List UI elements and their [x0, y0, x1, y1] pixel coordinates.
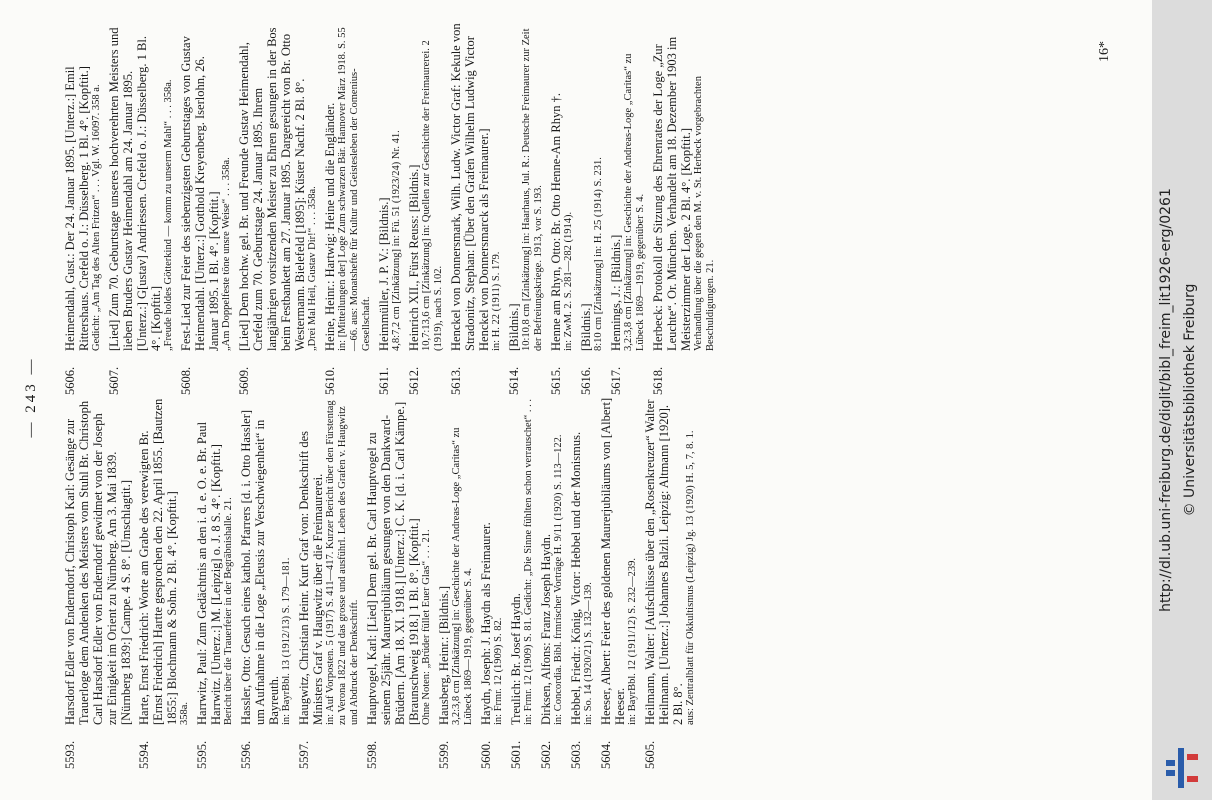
entry-text: Harsdorf Edler von Enderndorf, Christoph Karl: Gesänge zur Trauerloge dem Andenken des Meisters vom Stuhl Br. Christoph Carl Harsdorf Edler von Enderndorf gewidmet von der Joseph zur Einigkeit im Orient zu Nürnberg. Am 3. Mai 1839. [Nürnberg 1839:] Campe. 4 S. 8°. [Umschlagtit.] — [63, 400, 133, 725]
entry-body — [323, 23, 373, 351]
entry-body — [609, 23, 647, 351]
entry-note: 10,7:13,6 cm [Zinkätzung] in: Quellen zur Geschichte der Freimaurerei. 2 (1919), nach S. 102. — [421, 40, 444, 351]
bibliography-entry — [323, 23, 373, 395]
entry-text: [Lied] Zum 70. Geburtstage unseres hochverehrten Meisters und lieben Bruders Gustav Heimendahl am 24. Januar 1895. [Unterz.:] G[ustav] Andriessen. Crefeld o. J.: Düsselberg. 1 Bl. 4°. [Kopftit.] — [107, 27, 163, 351]
entry-number: 5608. — [179, 366, 193, 395]
entry-number: 5615. — [549, 366, 563, 395]
entry-text: Treulich: Br. Josef Haydn. — [509, 593, 523, 725]
bibliography-entry — [377, 23, 403, 395]
entry-note: Gedicht: „Am Tag des Alten Fritzen“ . . . Vgl. W. 16097. 358 a. — [91, 84, 102, 351]
entry-note: in: BayrBbl. 12 (1911/12) S. 232—239. — [627, 557, 638, 725]
library-logo-icon — [1160, 746, 1204, 790]
left-column — [63, 397, 701, 769]
entry-number: 5599. — [437, 740, 451, 769]
entry-text: Heimendahl, Gust.: Der 24. Januar 1895. [Unterz.:] Emil Rittershaus. Crefeld o. J.: Düsselberg. 1 Bl. 4°. [Kopftit.] — [63, 66, 91, 351]
bibliography-entry — [579, 23, 605, 395]
entry-body — [239, 397, 293, 725]
entry-body — [479, 397, 505, 725]
bibliography-entry — [297, 397, 361, 769]
entry-number: 5612. — [407, 366, 421, 395]
entry-text: Heinrich XII., Fürst Reuss: [Bildnis.] — [407, 164, 421, 351]
entry-body — [549, 23, 575, 351]
entry-body — [449, 23, 503, 351]
entry-note: Ohne Noten: „Brüder füllet Euer Glas“ . . . 21. — [421, 529, 432, 725]
entry-note: in: ZwM. 2. S. 281—282 (1914). — [563, 211, 574, 351]
entry-text: Harte, Ernst Friedrich: Worte am Grabe des verewigten Br. [Ernst Friedrich] Hartte gesprochen den 22. April 1855. [Bautzen 1855:] Blochmann & Sohn. 2 Bl. 4°. [Kopftit.] — [137, 398, 179, 725]
entry-text: Heine, Heinr.: Hartwig: Heine und die Engländer. — [323, 102, 337, 351]
bibliography-entry — [137, 397, 191, 769]
bibliography-entry — [63, 23, 103, 395]
bibliography-entry — [569, 397, 595, 769]
entry-number: 5600. — [479, 740, 493, 769]
entry-text: [Bildnis.] — [507, 303, 521, 351]
entry-number: 5597. — [297, 740, 311, 769]
entry-text: Henne am Rhyn, Otto: Br. Otto Henne-Am Rhyn †. — [549, 93, 563, 351]
bibliography-entry — [507, 23, 545, 395]
entry-number: 5616. — [579, 366, 593, 395]
entry-text: [Lied] Dem hochw. gel. Br. und Freunde Gustav Heimendahl, Crefeld zum 70. Geburtstage 24. Januar 1895. Ihrem langjährigen vorsitzenden Meister zu Ehren gesungen in der Bos beim Festbankett am 27. Januar 1895. Dargereicht von Br. Otto Westermann. Bielefeld [1895]: Küster Nachf. 2 Bl. 8°. — [237, 27, 307, 351]
entry-body — [137, 397, 191, 725]
entry-text: Haydn, Joseph: J. Haydn als Freimaurer. — [479, 522, 493, 725]
entry-note: 3,2:3,8 cm [Zinkätzung] in: Geschichte der Andreas-Loge „Caritas“ zu Lübeck 1869—1919, gegenüber S. 4. — [623, 53, 646, 351]
entry-body — [237, 23, 319, 351]
entry-number: 5603. — [569, 740, 583, 769]
entry-text: Herbeck: Protokoll der Sitzung des Ehrenrates der Loge „Zur Leuchte“. Or. München. Verhandelt am 18. Dezember 1903 im Meisterzimmer der Loge. 2 Bl. 4°. [Kopftit.] — [651, 36, 693, 351]
entry-note: in: [Mitteilungen der] Loge Zum schwarzen Bär. Hannover März 1918. S. 55—66. aus: Monatshefte für Kultur und Geistesleben der Comenius-Gesellschaft. — [337, 27, 372, 351]
entry-text: Heilmann, Walter: [Aufschlüsse über den „Rosenkreuzer“ Walter Heilmann. [Unterz.:] Johannes Balzli. Leipzig: Altmann [1920]. 2 Bl. 8°. — [643, 399, 685, 725]
entry-note: Verhandlung über die gegen den M. v. St. Herbeck vorgebrachten Beschuldigungen. 21. — [693, 76, 716, 351]
entry-number: 5617. — [609, 366, 623, 395]
bibliography-entry — [365, 397, 433, 769]
entry-text: Fest-Lied zur Feier des siebenzigsten Geburtstages von Gustav Heimendahl. [Unterz.:] Gotthold Kreyenberg. Iserlohn, 26. Januar 1895. 1 Bl. 4°. [Kopftit.] — [179, 36, 221, 351]
entry-note: 358a. — [179, 701, 190, 725]
entry-number: 5595. — [195, 740, 209, 769]
bibliography-entry — [407, 23, 445, 395]
entry-number: 5602. — [539, 740, 553, 769]
bibliography-entry — [509, 397, 535, 769]
entry-note: in: BayrBbl. 13 (1912/13) S. 179—181. — [281, 557, 292, 725]
entry-number: 5604. — [599, 740, 613, 769]
entry-text: Dirksen, Alfons: Franz Joseph Haydn. — [539, 534, 553, 725]
signature-mark: 16* — [1097, 41, 1112, 62]
source-url[interactable]: http://dl.ub.uni-freiburg.de/diglit/bibl_freim_lit1926-erg/0261 — [1158, 188, 1174, 612]
bibliography-entry — [449, 23, 503, 395]
entry-note: in: Frmr. 12 (1909) S. 81. Gedicht: „Die Sinne fühlten schon verrauschet“ . . . — [523, 398, 534, 725]
entry-body — [539, 397, 565, 725]
entry-body — [643, 397, 697, 725]
entry-body — [297, 397, 361, 725]
bibliography-entry — [239, 397, 293, 769]
right-column — [63, 23, 721, 395]
entry-body — [569, 397, 595, 725]
entry-note: in: Concordia. Bibl. frmrischer Vorträge H. 9/11 (1920) S. 113—122. — [553, 434, 564, 725]
entry-number: 5610. — [323, 366, 337, 395]
entry-body — [365, 397, 433, 725]
entry-note: in: Frmr. 12 (1909) S. 82. — [493, 617, 504, 725]
entry-text: Hauptvogel, Karl: [Lied] Dem gel. Br. Carl Hauptvogel zu seinem 25jähr. Maurerjubiläum gesungen von den Dankward-Brüdern. [Am 18. XI. 1918.] [Unterz.:] C. K. [d. i. Carl Kämpe.] [Braunschweig 1918.] 1 Bl. 8°. [Kopftit.] — [365, 401, 421, 725]
entry-text: Haugwitz, Christian Heinr. Kurt Graf von: Denkschrift des Ministers Graf v. Haugwitz über die Freimaurerei. — [297, 430, 325, 725]
entry-text: Harrwitz, Paul: Zum Gedächtnis an den i. d. e. O. e. Br. Paul Harrwitz. [Unterz.:] M. [Leipzig] o. J. 8 S. 4°. [Kopftit.] — [195, 421, 223, 725]
bibliography-entry — [599, 397, 639, 769]
entry-number: 5607. — [107, 366, 121, 395]
bibliography-entry — [479, 397, 505, 769]
viewer-sidebar — [1152, 0, 1212, 800]
entry-number: 5618. — [651, 366, 665, 395]
page-number-header: — 243 — — [23, 356, 39, 438]
entry-note: in: Auf Vorposten. 5 (1917) S. 411—417. Kurzer Bericht über den Fürstentag zu Verona 1822 und das grosse und ausführl. Leben des Grafen v. Haugwitz und Abdruck der Denkschrift. — [325, 400, 360, 725]
entry-number: 5605. — [643, 740, 657, 769]
entry-text: Hausberg, Heinr.: [Bildnis.] — [437, 586, 451, 725]
entry-note: 3,2:3,8 cm [Zinkätzung] in: Geschichte der Andreas-Loge „Caritas“ zu Lübeck 1869—1919, gegenüber S. 4. — [451, 427, 474, 725]
entry-body — [107, 23, 175, 351]
entry-number: 5609. — [237, 366, 251, 395]
entry-body — [579, 23, 605, 351]
sidebar-text — [1152, 0, 1212, 800]
entry-text: Hennings, J.: [Bildnis.] — [609, 234, 623, 351]
entry-note: 8:10 cm [Zinkätzung] in: H. 25 (1914) S. 231. — [593, 157, 604, 351]
bibliography-entry — [539, 397, 565, 769]
entry-text: Hebbel, Friedr.: König, Victor: Hebbel und der Monismus. — [569, 431, 583, 725]
entry-number: 5596. — [239, 740, 253, 769]
entry-body — [507, 23, 545, 351]
entry-number: 5613. — [449, 366, 463, 395]
entry-body — [63, 23, 103, 351]
entry-body — [377, 23, 403, 351]
entry-body — [651, 23, 717, 351]
entry-text: Heimmüller, J. P. V.: [Bildnis.] — [377, 197, 391, 351]
bibliography-entry — [651, 23, 717, 395]
entry-body — [63, 397, 133, 725]
bibliography-entry — [107, 23, 175, 395]
entry-number: 5594. — [137, 740, 151, 769]
entry-note: Bericht über die Trauerfeier in der Begräbnishalle. 21. — [223, 497, 234, 725]
rotated-page-content — [15, 17, 1135, 777]
entry-body — [195, 397, 235, 725]
entry-body — [599, 397, 639, 725]
entry-note: aus: Zentralblatt für Okkultismus (Leipzig) Jg. 13 (1920) H. 5, 7, 8. 1. — [685, 430, 696, 725]
entry-note: in: H. 22 (1911) S. 179. — [491, 251, 502, 351]
entry-note: „Drei Mal Heil, Gustav Dir!“ . . . 358a. — [307, 186, 318, 351]
bibliography-entry — [643, 397, 697, 769]
bibliography-entry — [179, 23, 233, 395]
entry-number: 5598. — [365, 740, 379, 769]
entry-number: 5606. — [63, 366, 77, 395]
entry-number: 5593. — [63, 740, 77, 769]
entry-body — [179, 23, 233, 351]
entry-note: 10:10,8 cm [Zinkätzung] in: Haarhaus, Jul. R.: Deutsche Freimaurer zur Zeit der Befreiungskriege. 1913, vor S. 193. — [521, 28, 544, 351]
entry-text: Henckel von Donnersmark, Wilh. Ludw. Victor Graf: Kekule von Stradonitz, Stephan: [Über den Grafen Wilhelm Ludwig Victor Henckel von Donnersmarck als Freimaurer.] — [449, 23, 491, 351]
bibliography-entry — [437, 397, 475, 769]
bibliography-entry — [195, 397, 235, 769]
bibliography-entry — [237, 23, 319, 395]
entry-body — [509, 397, 535, 725]
entry-text: [Bildnis.] — [579, 303, 593, 351]
entry-text: Heeser, Albert: Feier des goldenen Maurerjubiläums von [Albert] Heeser. — [599, 397, 627, 725]
entry-note: „Freude holdes Götterkind — komm zu unserm Mahl“ . . . 358a. — [163, 79, 174, 351]
bibliography-entry — [549, 23, 575, 395]
entry-note: „Am Doppelfeste töne unsre Weise“ . . . 358a. — [221, 157, 232, 351]
entry-note: 4,8:7,2 cm [Zinkätzung] in: Fü. 51 (1923/24) Nr. 41. — [391, 130, 402, 351]
entry-number: 5614. — [507, 366, 521, 395]
entry-note: in: So. 14 (1920/21) S. 132—139. — [583, 582, 594, 725]
entry-body — [407, 23, 445, 351]
entry-number: 5611. — [377, 367, 391, 395]
entry-body — [437, 397, 475, 725]
bibliography-entry — [63, 397, 133, 769]
entry-number: 5601. — [509, 740, 523, 769]
entry-text: Hassler, Otto: Gesuch eines kathol. Pfarrers [d. i. Otto Hassler] um Aufnahme in die Loge „Eleusis zur Verschwiegenheit“ in Bayreuth. — [239, 409, 281, 725]
copyright-notice: © Universitätsbibliothek Freiburg — [1182, 283, 1198, 517]
bibliography-entry — [609, 23, 647, 395]
